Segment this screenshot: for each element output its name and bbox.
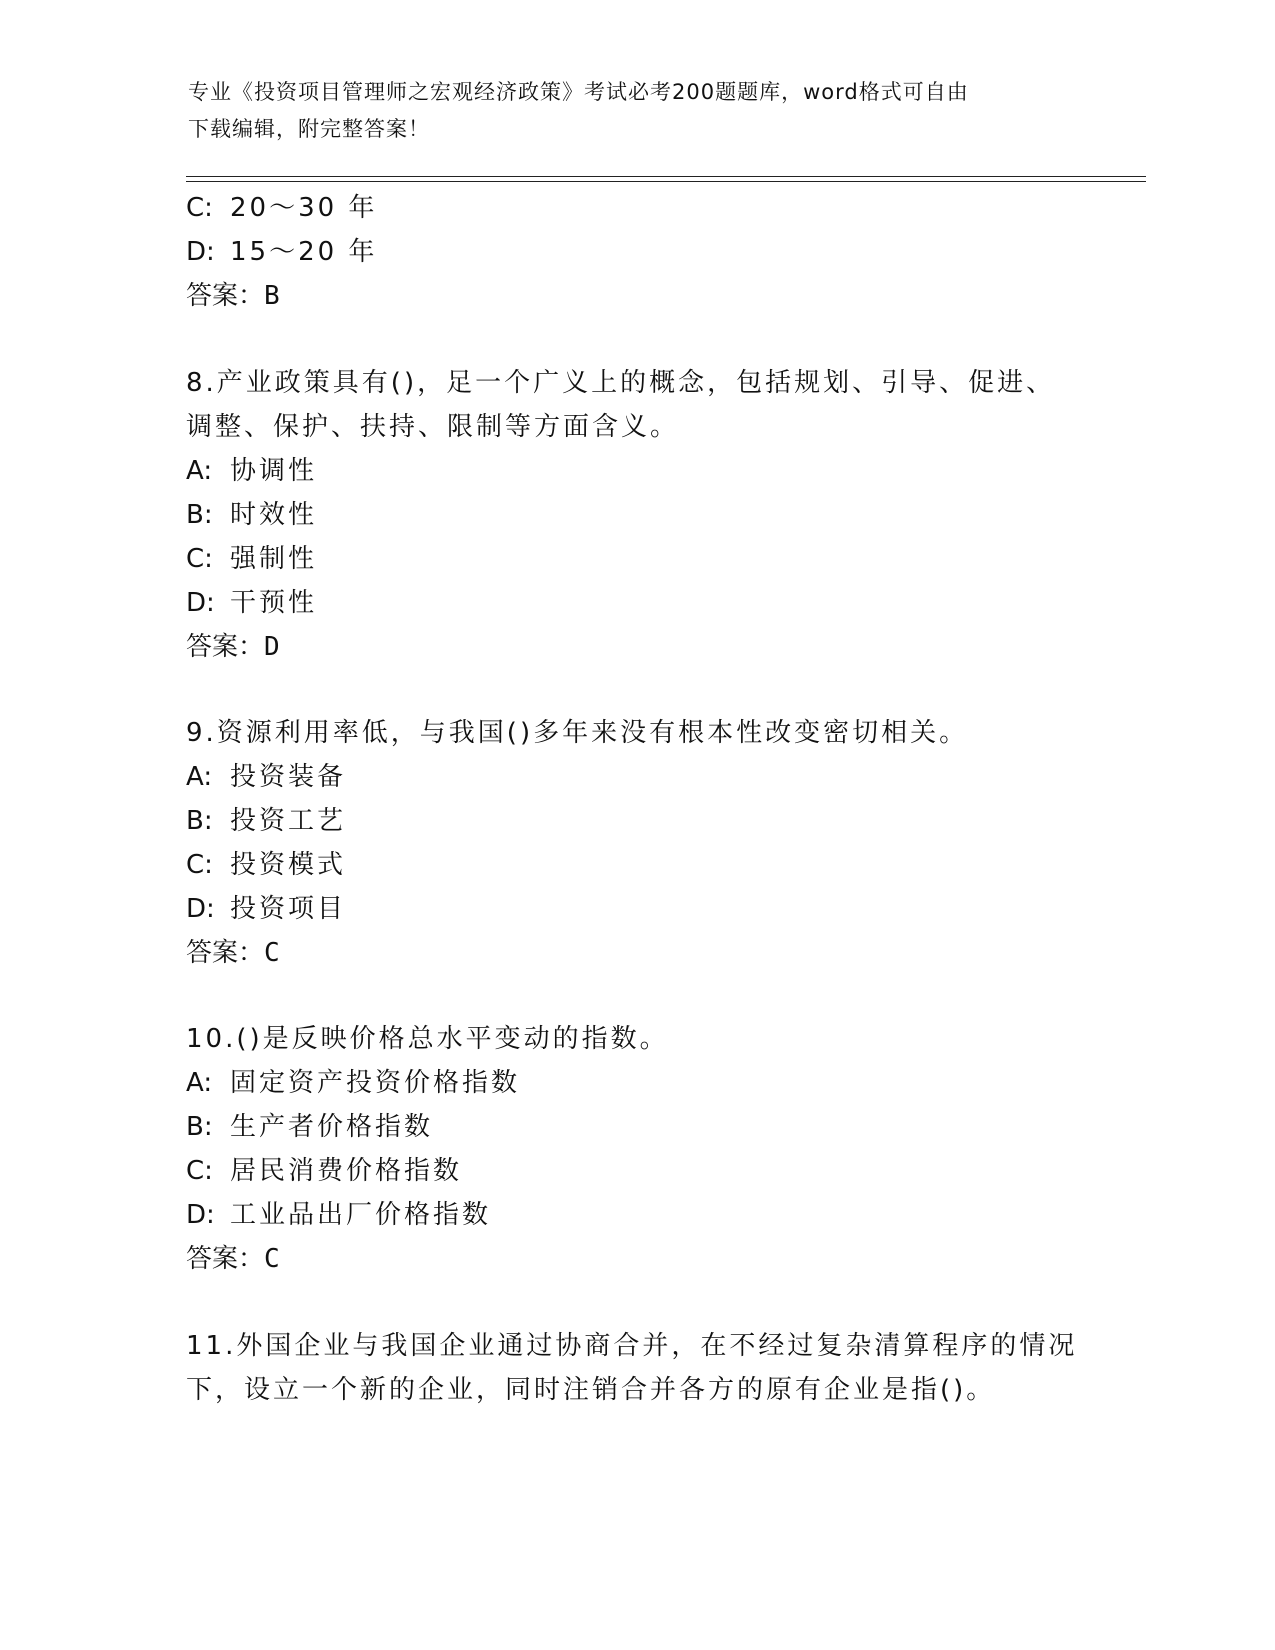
q9-option-c [186, 849, 346, 881]
answer-value: C [264, 938, 280, 968]
q9-option-a [186, 761, 346, 793]
option-text: 居民消费价格指数 [230, 1156, 463, 1186]
q10-option-c [186, 1155, 462, 1187]
q9-answer [186, 937, 280, 969]
answer-label: 答案： [186, 281, 265, 311]
q10-answer [186, 1243, 280, 1275]
option-label: C: [186, 544, 213, 574]
option-text: 时效性 [230, 500, 318, 530]
header-divider-bottom [186, 181, 1146, 182]
q9-option-b [186, 805, 346, 837]
option-label: D: [186, 894, 215, 924]
q9-stem-line-1: 9.资源利用率低，与我国()多年来没有根本性改变密切相关。 [186, 718, 969, 748]
option-text: 20～30 年 [230, 193, 378, 223]
option-label: A: [186, 456, 213, 486]
q8-option-c [186, 543, 317, 575]
header-line-1: 专业《投资项目管理师之宏观经济政策》考试必考200题题库，word格式可自由 [188, 80, 969, 104]
q10-stem-line-1: 10.()是反映价格总水平变动的指数。 [186, 1024, 669, 1054]
option-text: 协调性 [230, 456, 318, 486]
q9-option-d [186, 893, 346, 925]
option-label: C: [186, 850, 213, 880]
header-line-2: 下载编辑，附完整答案！ [188, 117, 430, 141]
q10-option-b [186, 1111, 433, 1143]
option-text: 投资项目 [230, 894, 347, 924]
q7-answer [186, 280, 280, 312]
option-label: B: [186, 1112, 213, 1142]
option-text: 干预性 [230, 588, 318, 618]
q7-option-d [186, 236, 377, 268]
option-label: C: [186, 1156, 213, 1186]
answer-value: C [264, 1244, 280, 1274]
option-label: C: [186, 193, 213, 223]
option-label: D: [186, 1200, 215, 1230]
q8-answer [186, 631, 280, 663]
option-label: B: [186, 500, 213, 530]
answer-label: 答案： [186, 938, 265, 968]
q8-option-a [186, 455, 317, 487]
option-text: 15～20 年 [230, 237, 378, 267]
answer-value: B [264, 281, 280, 311]
option-label: A: [186, 1068, 213, 1098]
option-text: 强制性 [230, 544, 318, 574]
option-text: 投资装备 [230, 762, 347, 792]
option-text: 工业品出厂价格指数 [230, 1200, 492, 1230]
q11-stem-line-1: 11.外国企业与我国企业通过协商合并，在不经过复杂清算程序的情况 [186, 1331, 1078, 1361]
answer-label: 答案： [186, 632, 265, 662]
q10-option-d [186, 1199, 491, 1231]
q8-stem-line-2: 调整、保护、扶持、限制等方面含义。 [186, 412, 680, 442]
q10-option-a [186, 1067, 520, 1099]
q8-option-b [186, 499, 317, 531]
option-text: 固定资产投资价格指数 [230, 1068, 521, 1098]
q8-stem-line-1: 8.产业政策具有()，足一个广义上的概念，包括规划、引导、促进、 [186, 368, 1056, 398]
answer-label: 答案： [186, 1244, 265, 1274]
option-text: 投资模式 [230, 850, 347, 880]
option-text: 投资工艺 [230, 806, 347, 836]
option-label: A: [186, 762, 213, 792]
header-divider-top [186, 176, 1146, 177]
option-label: B: [186, 806, 213, 836]
option-label: D: [186, 588, 215, 618]
option-label: D: [186, 237, 215, 267]
q8-option-d [186, 587, 317, 619]
option-text: 生产者价格指数 [230, 1112, 434, 1142]
answer-value: D [264, 632, 280, 662]
document-header [188, 74, 1068, 148]
q11-stem-line-2: 下，设立一个新的企业，同时注销合并各方的原有企业是指()。 [186, 1375, 996, 1405]
q7-option-c [186, 192, 377, 224]
